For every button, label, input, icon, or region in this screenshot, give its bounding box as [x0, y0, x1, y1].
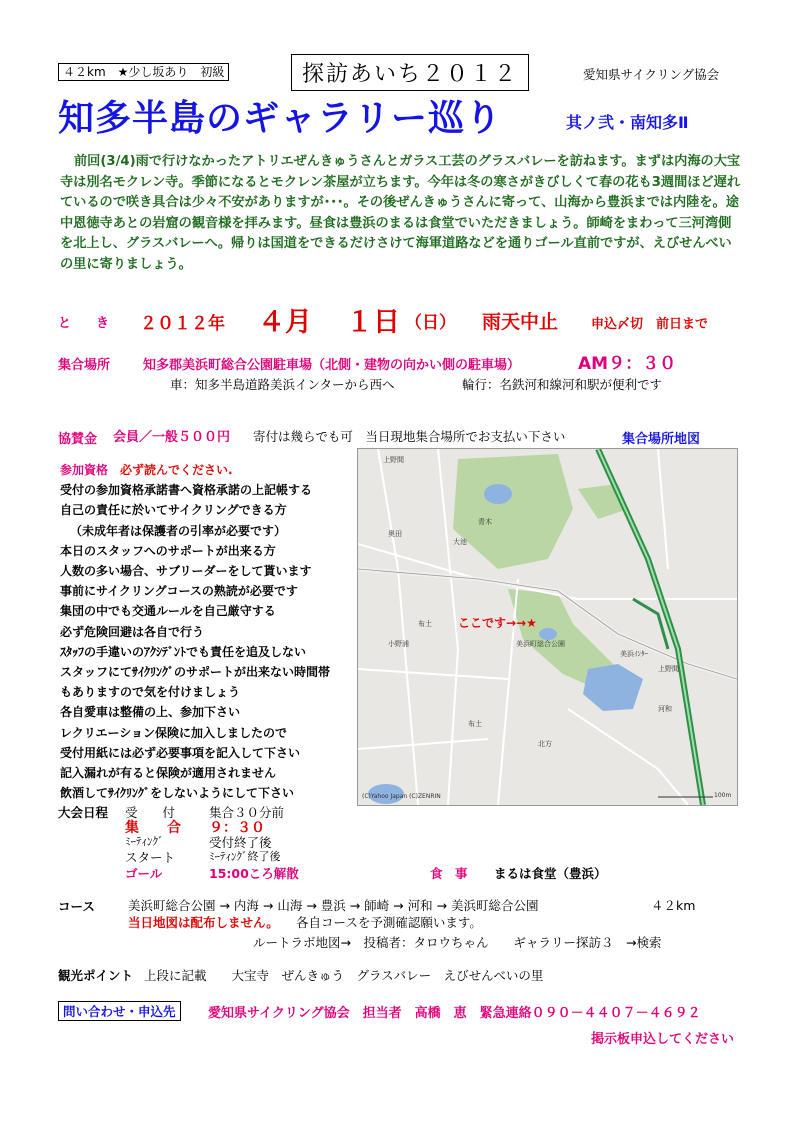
meeting-label: 集合場所 — [58, 358, 111, 373]
fee-label: 協賛金 — [58, 432, 98, 447]
course-label: コース — [58, 899, 95, 914]
course-distance: ４２km — [651, 898, 696, 913]
schedule-name: ﾐｰﾃｨﾝｸﾞ — [125, 835, 164, 848]
intro-text: 前回(3/4)雨で行けなかったアトリエぜんきゅうさんとガラス工芸のグラスバレーを訪ねます。まずは内海の大宝寺は別名モクレン寺。季節になるとモクレン茶屋が立ちます。今年は冬の寒さがきびしくて春の花も3週間ほど遅れているので咲き具合は少々不安がありますが･･･。その後ぜんきゅうさんに寄って、山海から豊浜までは内陸を。途中恩徳寺あとの岩窟の観音様を拝みます。昼食は豊浜のまるは食堂でいただきましょう。師崎をまわって三河湾側を北上し、グラスバレーへ。帰りは国道をできるだけさけて海軍道路などを通りゴール直前ですが、えびせんべいの里に寄りましょう。 — [60, 154, 741, 272]
requirement-line: スタッフにてｻｲｸﾘﾝｸﾞのサポートが出来ない時間帯 — [60, 665, 331, 680]
requirement-line: 受付の参加資格承諾書へ資格承諾の上記帳する — [60, 483, 313, 498]
contact-label: 問い合わせ・申込先 — [58, 1001, 181, 1021]
sub-title: 其ノ弐・南知多Ⅱ — [566, 113, 689, 132]
schedule-value: 受付終了後 — [209, 835, 272, 850]
requirement-line: 集団の中でも交通ルールを自己厳守する — [60, 604, 276, 619]
schedule-value: 集合３０分前 — [209, 805, 285, 820]
requirement-line: 人数の多い場合、サブリーダーをして貰います — [60, 564, 312, 579]
requirement-line: 各自愛車は整備の上、参加下さい — [60, 705, 241, 720]
map-place-label: 上野間 — [383, 456, 404, 464]
map-scale: 100m — [714, 792, 732, 799]
requirement-line: （未成年者は保護者の引率が必要です） — [70, 523, 287, 538]
must-read: 必ず読んでください. — [120, 463, 233, 477]
fee-note: 寄付は幾らでも可 当日現地集合場所でお支払い下さい — [253, 429, 566, 444]
map-graphic — [358, 449, 737, 805]
requirements-label: 参加資格 — [60, 463, 109, 477]
association-name: 愛知県サイクリング協会 — [583, 67, 720, 82]
requirement-line: レクリエーション保険に加入しましたので — [60, 725, 288, 740]
requirement-line: 事前にサイクリングコースの熟読が必要です — [60, 584, 298, 599]
map-place-label: 布土 — [418, 620, 432, 628]
meeting-place-map[interactable] — [357, 448, 738, 806]
schedule-name: 集 合 — [125, 820, 181, 836]
date-label: と き — [58, 316, 116, 331]
deadline: 申込〆切 前日まで — [591, 317, 709, 332]
level-badge: ４２km ★少し坂あり 初級 — [58, 63, 229, 81]
requirement-line: 必ず危険回避は各自で行う — [60, 624, 205, 639]
requirement-line: ｽﾀｯﾌの手違いのｱｸｼﾃﾞﾝﾄでも責任を追及しない — [60, 644, 307, 659]
access-rail: 輪行：名鉄河和線河和駅が便利です — [462, 377, 663, 392]
here-marker: ここです→→★ — [458, 616, 537, 630]
requirements — [60, 460, 330, 803]
rain-cancel: 雨天中止 — [482, 311, 559, 333]
schedule-name: スタート — [125, 850, 176, 865]
schedule-value: 15:00ころ解散 — [209, 866, 299, 881]
main-title: 知多半島のギャラリー巡り — [58, 98, 503, 139]
access-car: 車：知多半島道路美浜インターから西へ — [170, 377, 395, 392]
schedule-name: ゴール — [125, 866, 163, 881]
map-place-label: 布土 — [468, 720, 482, 728]
schedule-value: ﾐｰﾃｨﾝｸﾞ終了後 — [209, 850, 281, 863]
board-notice[interactable]: 掲示板申込してください — [591, 1032, 735, 1047]
meeting-place: 知多郡美浜町総合公園駐車場（北側・建物の向かい側の駐車場） — [143, 358, 521, 373]
map-place-label: 美浜町総合公園 — [516, 640, 565, 648]
route-lab-info[interactable]: ルートラボ地図→ 投稿者：タロウちゃん ギャラリー探訪３ →検索 — [253, 935, 662, 950]
date-year: ２０１２年 — [140, 314, 225, 334]
no-map-notice: 当日地図は配布しません。 — [128, 915, 279, 930]
map-place-label: 上野間 — [658, 665, 679, 673]
meal-place: まるは食堂（豊浜） — [494, 866, 607, 881]
map-place-label: 北方 — [538, 740, 552, 748]
date-weekday: （日） — [405, 313, 456, 333]
map-label: 集合場所地図 — [622, 432, 701, 447]
map-place-label: 河和 — [658, 705, 672, 713]
fee-amount: 会員／一般５００円 — [113, 430, 231, 445]
map-place-label: 美浜ｲﾝﾀｰ — [620, 650, 648, 658]
no-map-note: 各自コースを予測確認願います。 — [296, 915, 482, 930]
map-place-label: 大池 — [453, 538, 467, 546]
schedule-value: ９：３０ — [209, 820, 265, 836]
date-month: ４月 — [258, 307, 312, 338]
requirement-line: 本日のスタッフへのサポートが出来る方 — [60, 543, 276, 558]
meeting-time: AM９：３０ — [578, 354, 677, 374]
requirement-line: 自己の責任に於いてサイクリングできる方 — [60, 503, 287, 518]
date-day: １日 — [346, 307, 400, 338]
requirement-line: 記入漏れが有ると保険が適用されません — [60, 766, 277, 781]
requirement-line: もありますので気を付けましょう — [60, 685, 241, 700]
map-place-label: 奥田 — [388, 530, 402, 538]
contact-text: 愛知県サイクリング協会 担当者 高橋 恵 緊急連絡０９０－４４０７－４６９２ — [208, 1006, 701, 1021]
map-place-label: 青木 — [478, 518, 492, 526]
course-route: 美浜町総合公園 → 内海 → 山海 → 豊浜 → 師崎 → 河和 → 美浜町総合公園 — [128, 898, 539, 913]
requirement-line: 受付用紙には必ず必要事項を記入して下さい — [60, 745, 301, 760]
sightseeing-text: 上段に記載 大宝寺 ぜんきゅう グラスバレー えびせんべいの里 — [144, 968, 544, 983]
schedule-label: 大会日程 — [58, 805, 109, 820]
event-title: 探訪あいち２０１２ — [291, 54, 529, 91]
meal-label: 食 事 — [430, 866, 468, 881]
schedule-name: 受 付 — [125, 805, 176, 820]
sightseeing-label: 観光ポイント — [58, 968, 134, 983]
map-copyright: (C)Yahoo Japan (C)ZENRIN — [362, 793, 441, 800]
requirement-line: 飲酒してｻｲｸﾘﾝｸﾞをしないようにして下さい — [60, 786, 295, 801]
map-place-label: 小野浦 — [388, 640, 409, 648]
